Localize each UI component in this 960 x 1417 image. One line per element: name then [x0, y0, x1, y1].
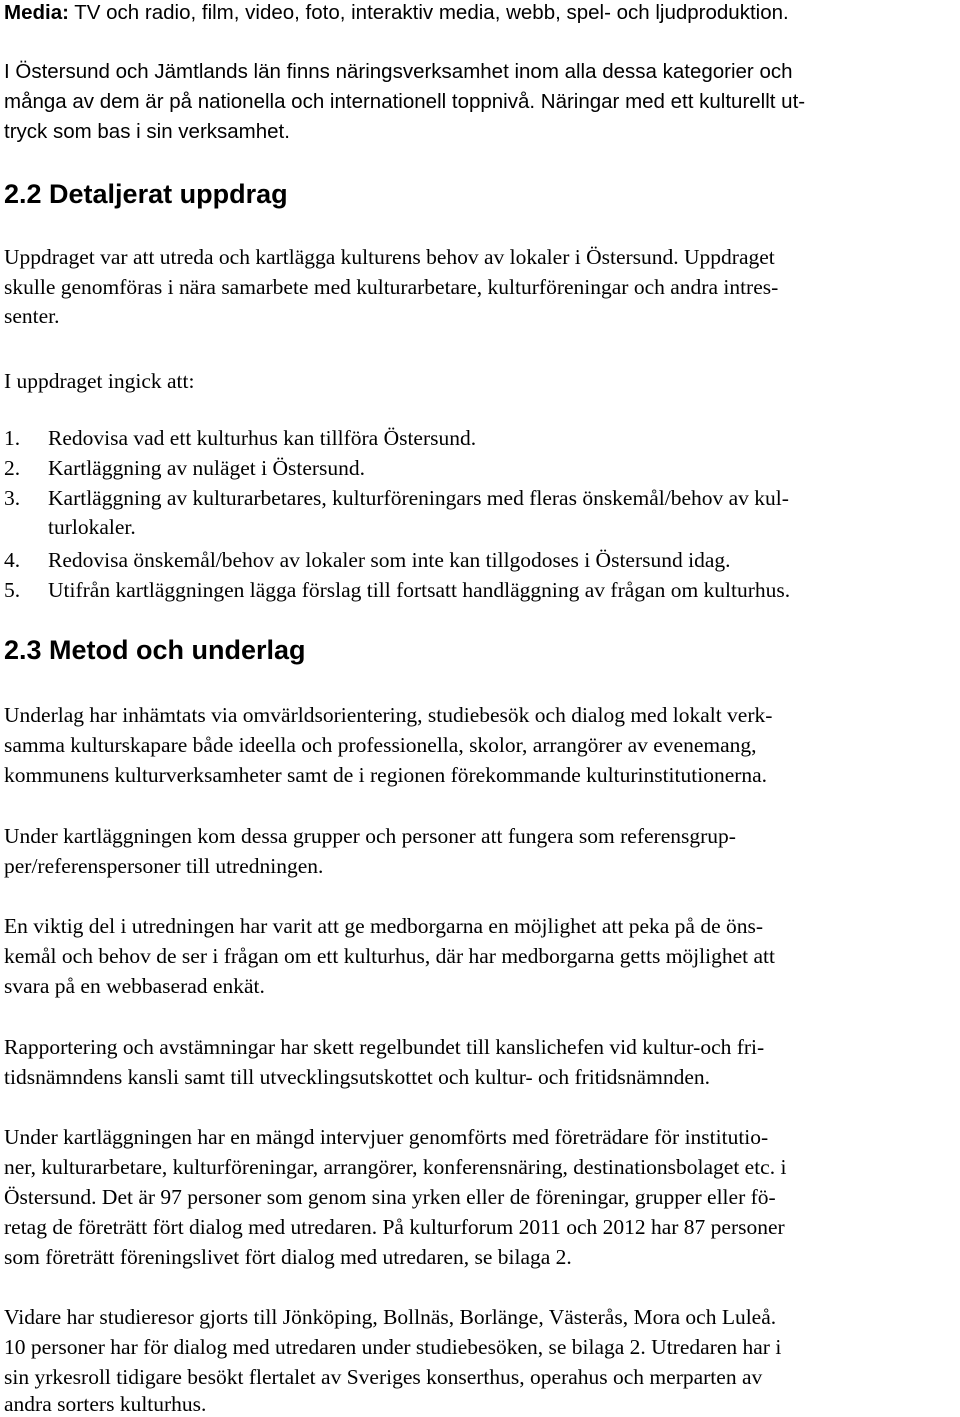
- list-item-number: 4.: [4, 548, 21, 572]
- s22-p1-line-1: Uppdraget var att utreda och kartlägga kulturens behov av lokaler i Östersund. Uppdraget: [4, 245, 775, 269]
- s23-p6-line-2: 10 personer har för dialog med utredaren under studiebesöken, se bilaga 2. Utredaren har i: [4, 1335, 782, 1359]
- s23-p2-line-2: per/referenspersoner till utredningen.: [4, 854, 324, 878]
- s23-p3-line-3: svara på en webbaserad enkät.: [4, 974, 265, 998]
- section-2-2-heading: 2.2 Detaljerat uppdrag: [4, 179, 288, 209]
- s23-p1-line-3: kommunens kulturverksamheter samt de i regionen förekommande kulturinstitutionerna.: [4, 763, 768, 787]
- s23-p1-line-2: samma kulturskapare både ideella och professionella, skolor, arrangörer av evenemang,: [4, 733, 757, 757]
- list-item: Utifrån kartläggningen lägga förslag till fortsatt handläggning av frågan om kulturhus.: [48, 578, 791, 602]
- list-item-number: 2.: [4, 456, 21, 480]
- s23-p5-line-2: ner, kulturarbetare, kulturföreningar, arrangörer, konferensnäring, destinationsbolaget etc. i: [4, 1155, 787, 1179]
- s23-p1-line-1: Underlag har inhämtats via omvärldsorientering, studiebesök och dialog med lokalt verk-: [4, 703, 773, 727]
- list-item-number: 3.: [4, 486, 21, 510]
- s23-p6-line-4: andra sorters kulturhus.: [4, 1392, 207, 1416]
- list-item-number: 1.: [4, 426, 21, 450]
- list-item: Kartläggning av kulturarbetares, kulturföreningars med fleras önskemål/behov av kul-: [48, 486, 789, 510]
- s23-p5-line-1: Under kartläggningen har en mängd intervjuer genomförts med företrädare för institutio-: [4, 1125, 769, 1149]
- s22-p1-line-3: senter.: [4, 304, 60, 328]
- s23-p5-line-3: Östersund. Det är 97 personer som genom sina yrken eller de föreningar, grupper eller fö-: [4, 1185, 776, 1209]
- s23-p3-line-1: En viktig del i utredningen har varit att ge medborgarna en möjlighet att peka på de öns-: [4, 914, 764, 938]
- media-line: [4, 0, 789, 26]
- s23-p5-line-4: retag de företrätt fört dialog med utredaren. På kulturforum 2011 och 2012 har 87 personer: [4, 1215, 785, 1239]
- media-label: Media:: [4, 1, 69, 24]
- intro-line-3: tryck som bas i sin verksamhet.: [4, 120, 290, 143]
- intro-line-1: I Östersund och Jämtlands län finns näringsverksamhet inom alla dessa kategorier och: [4, 60, 793, 83]
- s22-p1-line-2: skulle genomföras i nära samarbete med kulturarbetare, kulturföreningar och andra intres-: [4, 275, 779, 299]
- intro-line-2: många av dem är på nationella och internationell toppnivå. Näringar med ett kulturellt ut-: [4, 90, 806, 113]
- s23-p6-line-1: Vidare har studieresor gjorts till Jönköping, Bollnäs, Borlänge, Västerås, Mora och Luleå.: [4, 1305, 777, 1329]
- list-item: Redovisa vad ett kulturhus kan tillföra Östersund.: [48, 426, 477, 450]
- s23-p2-line-1: Under kartläggningen kom dessa grupper och personer att fungera som referensgrup-: [4, 824, 736, 848]
- s23-p5-line-5: som företrätt föreningslivet fört dialog med utredaren, se bilaga 2.: [4, 1245, 572, 1269]
- s23-p4-line-2: tidsnämndens kansli samt till utvecklingsutskottet och kultur- och fritidsnämnden.: [4, 1065, 710, 1089]
- section-2-3-heading: 2.3 Metod och underlag: [4, 635, 306, 665]
- s23-p3-line-2: kemål och behov de ser i frågan om ett kulturhus, där har medborgarna getts möjlighet att: [4, 944, 775, 968]
- list-item: Redovisa önskemål/behov av lokaler som inte kan tillgodoses i Östersund idag.: [48, 548, 731, 572]
- list-item-continuation: turlokaler.: [48, 515, 136, 539]
- list-intro: I uppdraget ingick att:: [4, 369, 195, 393]
- s23-p6-line-3: sin yrkesroll tidigare besökt flertalet av Sveriges konserthus, operahus och merparten av: [4, 1365, 763, 1389]
- list-item: Kartläggning av nuläget i Östersund.: [48, 456, 366, 480]
- s23-p4-line-1: Rapportering och avstämningar har skett regelbundet till kanslichefen vid kultur-och fri-: [4, 1035, 765, 1059]
- list-item-number: 5.: [4, 578, 21, 602]
- media-text: TV och radio, film, video, foto, interaktiv media, webb, spel- och ljudproduktion.: [68, 1, 789, 24]
